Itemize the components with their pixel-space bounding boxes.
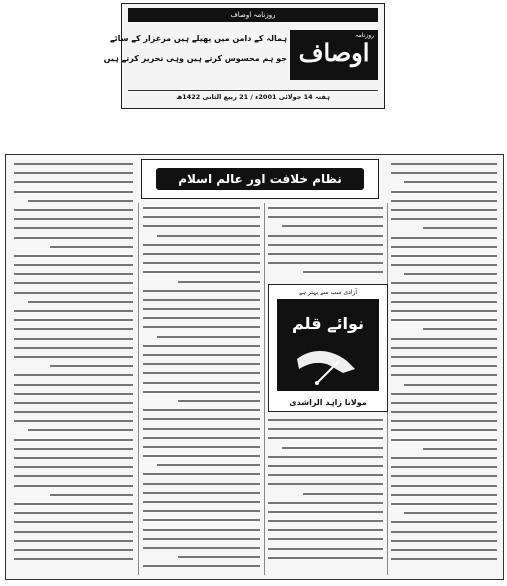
column-note: آزادی سب سے بہتر ہے: [298, 289, 358, 296]
newspaper-masthead: [103, 3, 385, 109]
article-clipping: [5, 154, 504, 580]
column-2-lines-top: [268, 207, 383, 281]
column-1-lines: [391, 163, 497, 567]
text-column-4: [14, 155, 133, 579]
logo-subtitle: روزنامہ: [355, 32, 374, 39]
logo-text: اوصاف: [298, 38, 370, 67]
column-rule: [138, 203, 139, 575]
column-4-lines: [14, 163, 133, 567]
tagline-line-2: جو ہم محسوس کرتے ہیں وہی تحریر کرتے ہیں: [103, 54, 287, 63]
top-strip: روزنامہ اوصاف: [128, 8, 378, 22]
column-2-lines-bottom: [268, 419, 383, 566]
dateline: ہفتہ 14 جولائی 2001ء / 21 ربیع الثانی 1422ھ: [128, 90, 378, 103]
column-title: نوائے قلم: [291, 314, 365, 333]
headline: نظام خلافت اور عالم اسلام: [156, 168, 364, 190]
column-3-lines: [143, 207, 260, 575]
newspaper-logo: [290, 30, 378, 80]
pen-hand-illustration: [277, 299, 379, 391]
column-rule: [264, 203, 265, 575]
tagline-line-1: ہمالہ کے دامن میں پھیلے ہیں مرغزار کے سائے: [109, 34, 287, 43]
text-column-1: [391, 155, 497, 579]
column-logo-box: [268, 284, 388, 412]
author-name: مولانا زاہد الراشدی: [289, 398, 367, 407]
text-column-3: [143, 155, 260, 579]
